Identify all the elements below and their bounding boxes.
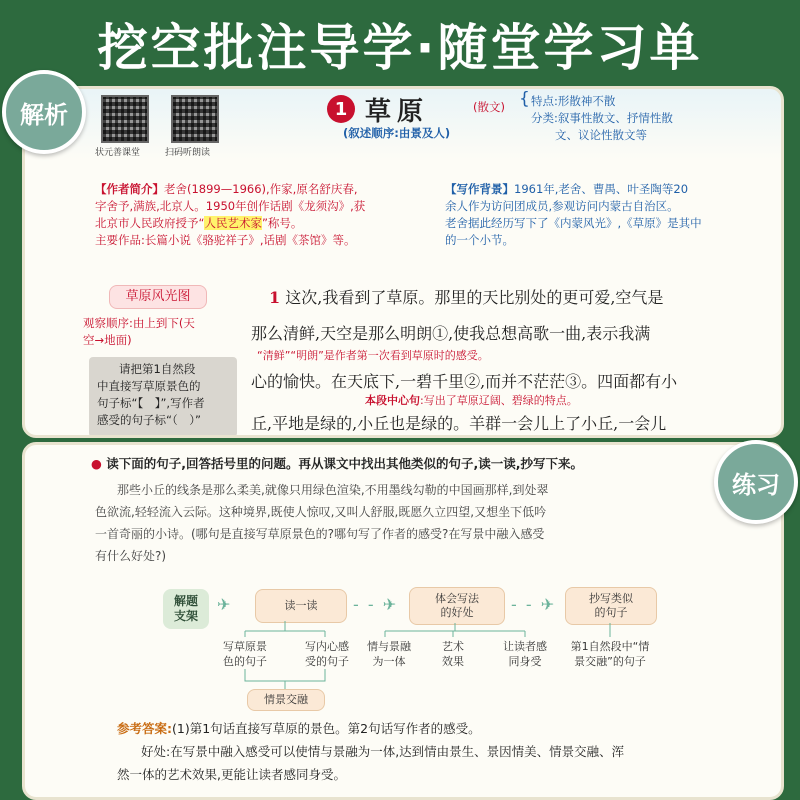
genre-notes-line3: 文、议论性散文等	[555, 128, 647, 142]
passage-line4: 丘,平地是绿的,小丘也是绿的。羊群一会儿上了小丘,一会儿	[251, 414, 667, 433]
exercise-card	[22, 442, 784, 800]
step-copy: 抄写类似 的句子	[565, 587, 657, 625]
brace-icon: {	[519, 89, 530, 109]
step-appreciate: 体会写法 的好处	[409, 587, 505, 625]
task-line2: 中直接写草原景色的	[97, 379, 201, 393]
quoted-passage: 那些小丘的线条是那么柔美,就像只用绿色渲染,不用墨线勾勒的中国画那样,到处翠 色欲流,轻轻流入云际。这种境界,既使人惊叹,又叫人舒服,既愿久立四望,又想坐下低吟 一首奇丽的小诗。(哪句是直接写草原景色的?哪句写了作者的感受?在写景中融入感受 有什么好处?)	[95, 483, 549, 563]
qr1-label: 状元善课堂	[95, 148, 141, 158]
passage-note2: 本段中心句:写出了草原辽阔、碧绿的特点。	[365, 394, 578, 407]
prairie-scenery-tag: 草原风光图	[109, 285, 207, 309]
writing-background: 【写作背景】1961年,老舍、曹禺、叶圣陶等20 余人作为访问团成员,参观访问内蒙古自治区。 老舍据此经历写下了《内蒙风光》,《草原》是其中 的一个小节。	[445, 182, 702, 247]
lesson-number: 1	[327, 95, 355, 123]
leaf-empathy: 让读者感 同身受	[503, 640, 547, 668]
passage-line1: 1 这次,我看到了草原。那里的天比别处的更可爱,空气是	[269, 288, 664, 307]
bullet-icon: ●	[91, 456, 102, 471]
banner	[0, 0, 800, 88]
leaf-scenery-sentence: 写草原景 色的句子	[223, 640, 267, 668]
passage-note1: “清鲜”“明朗”是作者第一次看到草原时的感受。	[257, 349, 489, 362]
step-read: 读一读	[255, 589, 347, 623]
qr-code-icon[interactable]	[101, 95, 149, 143]
observation-order: 观察顺序:由上到下(天 空→地面)	[83, 316, 195, 347]
leaf-feeling-sentence: 写内心感 受的句子	[305, 640, 349, 668]
leaf-paragraph-sentence: 第1自然段中“情 景交融”的句子	[570, 640, 650, 668]
qr-code-icon[interactable]	[171, 95, 219, 143]
author-intro: 【作者简介】老舍(1899—1966),作家,原名舒庆春, 字舍予,满族,北京人。1950年创作话剧《龙须沟》,获 北京市人民政府授予“人民艺术家”称号。 主要作品:长篇小说《骆驼祥子》,话剧《茶馆》等。	[95, 182, 366, 247]
genre-notes-line2: 分类:叙事性散文、抒情性散	[531, 111, 673, 125]
merge-fusion: 情景交融	[247, 689, 325, 711]
task-line1: 请把第1自然段	[119, 362, 196, 376]
banner-title: 挖空批注导学·随堂学习单	[97, 19, 703, 77]
genre-label: (散文)	[473, 100, 505, 114]
passage-line2: 那么清鲜,天空是那么明朗①,使我总想高歌一曲,表示我满	[251, 324, 651, 343]
exercise-question: ● 读下面的句子,回答括号里的问题。再从课文中找出其他类似的句子,读一读,抄写下来。	[91, 456, 584, 471]
leaf-art-effect: 艺术 效果	[442, 640, 464, 668]
plane-arrow-icon: ✈	[217, 595, 231, 614]
dashed-arrow-icon: - - ✈	[511, 595, 557, 614]
practice-badge: 练习	[714, 440, 798, 524]
task-box	[89, 357, 237, 437]
task-line4: 感受的句子标“（ ）”	[97, 413, 201, 427]
qr2-label: 扫码听朗读	[165, 148, 211, 158]
reference-answer: 参考答案:(1)第1句话直接写草原的景色。第2句话写作者的感受。 好处:在写景中融入感受可以使情与景融为一体,达到情由景生、景因情美、情景交融、浑 然一体的艺术效果,更能让读者感同身受。	[117, 721, 625, 782]
lesson-title: 草原	[365, 97, 430, 127]
solving-frame-label: 解题 支架	[163, 589, 209, 629]
analysis-card	[22, 86, 784, 438]
narration-order: (叙述顺序:由景及人)	[343, 126, 451, 140]
leaf-fusion: 情与景融 为一体	[367, 640, 411, 668]
analysis-badge: 解析	[2, 70, 86, 154]
dashed-arrow-icon: - - ✈	[353, 595, 399, 614]
genre-notes-line1: 特点:形散神不散	[531, 94, 616, 108]
task-line3: 句子标“【 】”,写作者	[97, 396, 205, 410]
passage-line3: 心的愉快。在天底下,一碧千里②,而并不茫茫③。四面都有小	[251, 372, 678, 391]
